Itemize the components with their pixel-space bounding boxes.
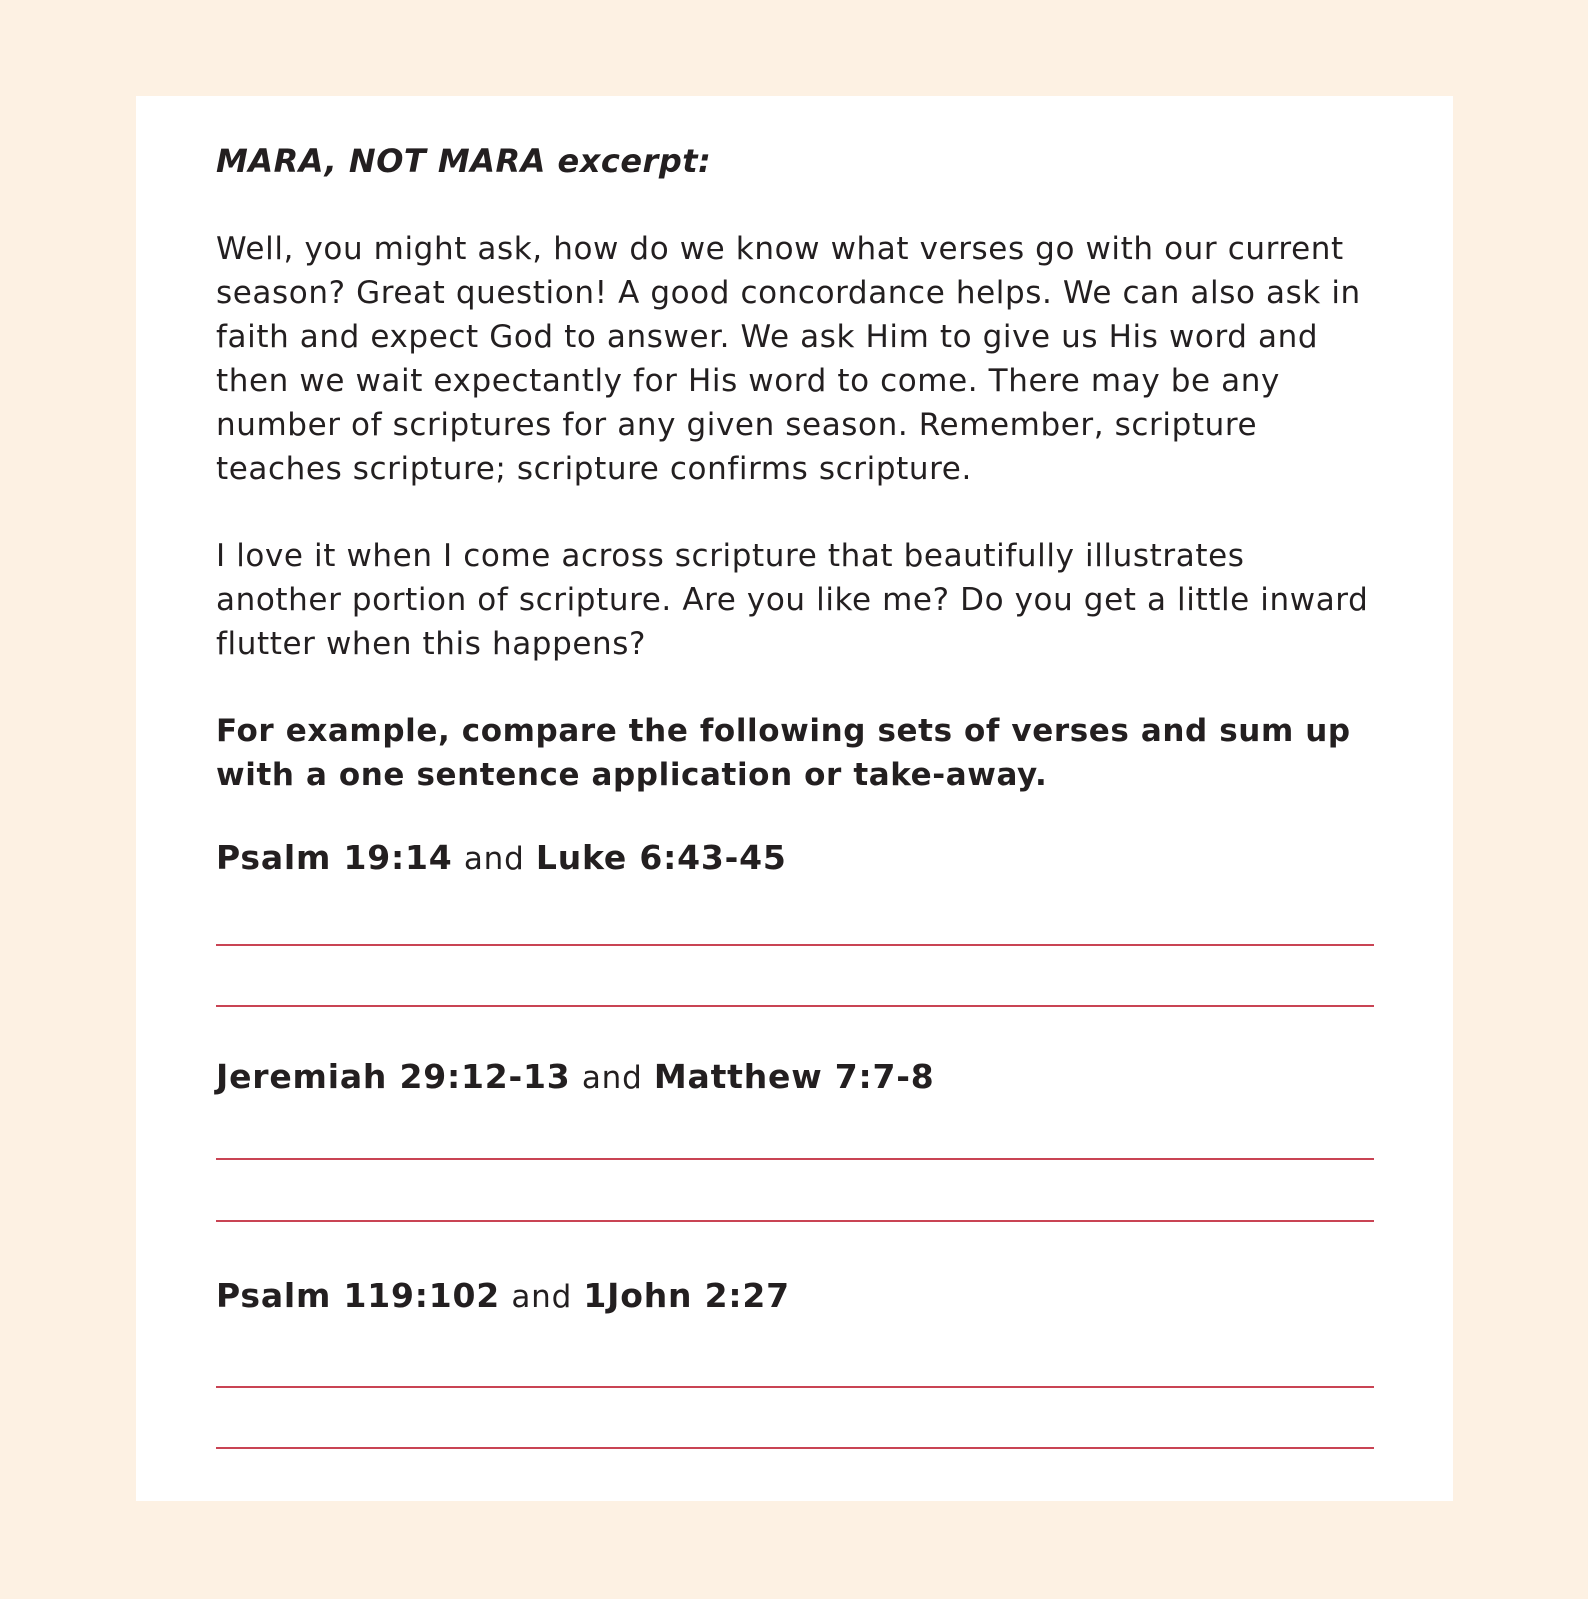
verse-set-2-second-ref: Matthew 7:7-8 [653,1057,935,1096]
verse-set-2-joiner: and [581,1060,643,1096]
verse-set-3-answer-line-2[interactable] [216,1447,1374,1449]
verse-set-1-second-ref: Luke 6:43-45 [535,838,787,877]
excerpt-heading: MARA, NOT MARA excerpt: [216,142,712,180]
verse-set-1-answer-line-1[interactable] [216,944,1374,946]
verse-set-3-joiner: and [511,1279,573,1315]
body-paragraph-2: I love it when I come across scripture that beautifully illustrates another portion of scripture. Are you like me? Do you get a little inward flutter when this happens? [216,538,1369,662]
verse-set-1-label [216,836,787,881]
worksheet-card [136,96,1453,1501]
verse-set-2-answer-line-2[interactable] [216,1220,1374,1222]
verse-set-2-first-ref: Jeremiah 29:12-13 [216,1057,571,1096]
verse-set-1-joiner: and [463,841,525,877]
body-paragraph-1: Well, you might ask, how do we know what verses go with our current season? Great question! A good concordance helps. We can also ask in faith and expect God to answer. We ask Him to give us His word and then we wait expectantly for His word to come. There may be any number of scriptures for any given season. Remember, scripture teaches scripture; scripture confirms scripture. [216,231,1361,487]
verse-set-1-first-ref: Psalm 19:14 [216,838,453,877]
verse-set-2-label [216,1055,935,1100]
verse-set-1-answer-line-2[interactable] [216,1005,1374,1007]
verse-set-3-second-ref: 1John 2:27 [583,1276,790,1315]
verse-set-3-label [216,1274,790,1319]
verse-set-3-answer-line-1[interactable] [216,1386,1374,1388]
verse-set-2-answer-line-1[interactable] [216,1158,1374,1160]
instruction-text: For example, compare the following sets of verses and sum up with a one sentence application or take-away. [216,713,1351,793]
verse-set-3-first-ref: Psalm 119:102 [216,1276,501,1315]
